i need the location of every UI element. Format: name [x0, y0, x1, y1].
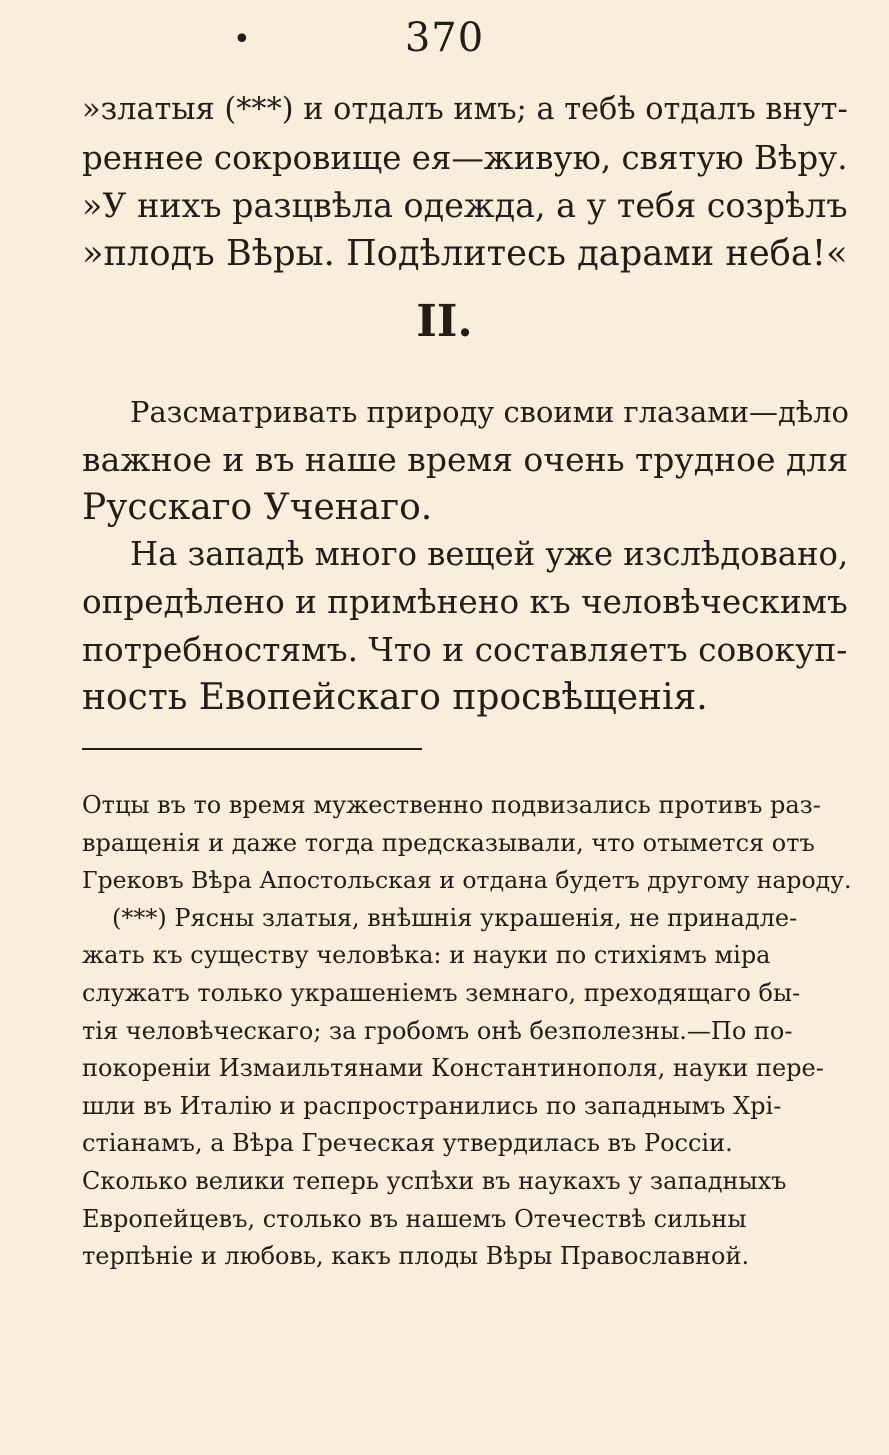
footnote-line: (***) Рясны златыя, внѣшнія украшенія, не принадле-: [112, 903, 798, 932]
page-number: 370: [404, 15, 485, 61]
footnote-line: вращенія и даже тогда предсказывали, что отымется отъ: [82, 828, 815, 857]
text-line: реннее сокровище ея—живую, святую Вѣру.: [82, 139, 848, 177]
footnotes: [82, 787, 860, 1276]
paragraph-west: [82, 530, 856, 722]
page-header-dot: •: [233, 22, 251, 57]
text-line: »У нихъ разцвѣла одежда, а у тебя созрѣлъ: [82, 186, 848, 225]
text-line: »златыя (***) и отдалъ имъ; а тебѣ отдалъ внут-: [82, 92, 848, 127]
footnote-divider: [82, 748, 422, 750]
footnote-line: Сколько велики теперь успѣхи въ наукахъ у западныхъ: [82, 1166, 787, 1195]
section-heading: II.: [416, 296, 473, 347]
footnote-line: покореніи Измаильтянами Константинополя, науки пере-: [82, 1054, 824, 1083]
footnote-line: терпѣніе и любовь, какъ плоды Вѣры Православной.: [82, 1242, 750, 1271]
text-line: потребностямъ. Что и составляетъ совокуп-: [82, 630, 848, 669]
paragraph-quote-end: [82, 86, 856, 278]
footnote-line: тія человѣческаго; за гробомъ онѣ безполезны.—По по-: [82, 1016, 793, 1045]
paragraph-nature: [82, 388, 856, 532]
text-line: важное и въ наше время очень трудное для: [82, 440, 849, 479]
footnote-line: Отцы въ то время мужественно подвизались противъ раз-: [82, 791, 821, 819]
text-line: Разсматривать природу своими глазами—дѣло: [130, 395, 849, 429]
text-line: На западѣ много вещей уже изслѣдовано,: [130, 535, 849, 573]
footnote-line: служатъ только украшеніемъ земнаго, преходящаго бы-: [82, 978, 801, 1007]
footnote-line: жать къ существу человѣка: и науки по стихіямъ міра: [82, 941, 771, 970]
text-line: опредѣлено и примѣнено къ человѣческимъ: [82, 583, 848, 621]
footnote-line: Европейцевъ, столько въ нашемъ Отечествѣ сильны: [82, 1204, 747, 1233]
text-line: Русскаго Ученаго.: [82, 487, 433, 528]
footnote-line: Грековъ Вѣра Апостольская и отдана будетъ другому народу.: [82, 866, 852, 895]
text-line: »плодъ Вѣры. Подѣлитесь дарами неба!«: [82, 233, 848, 274]
text-line: ность Евопейскаго просвѣщенія.: [82, 677, 708, 718]
footnote-line: шли въ Италію и распространились по западнымъ Хрі-: [82, 1091, 782, 1120]
footnote-line: стіанамъ, а Вѣра Греческая утвердилась въ Россіи.: [82, 1129, 733, 1158]
